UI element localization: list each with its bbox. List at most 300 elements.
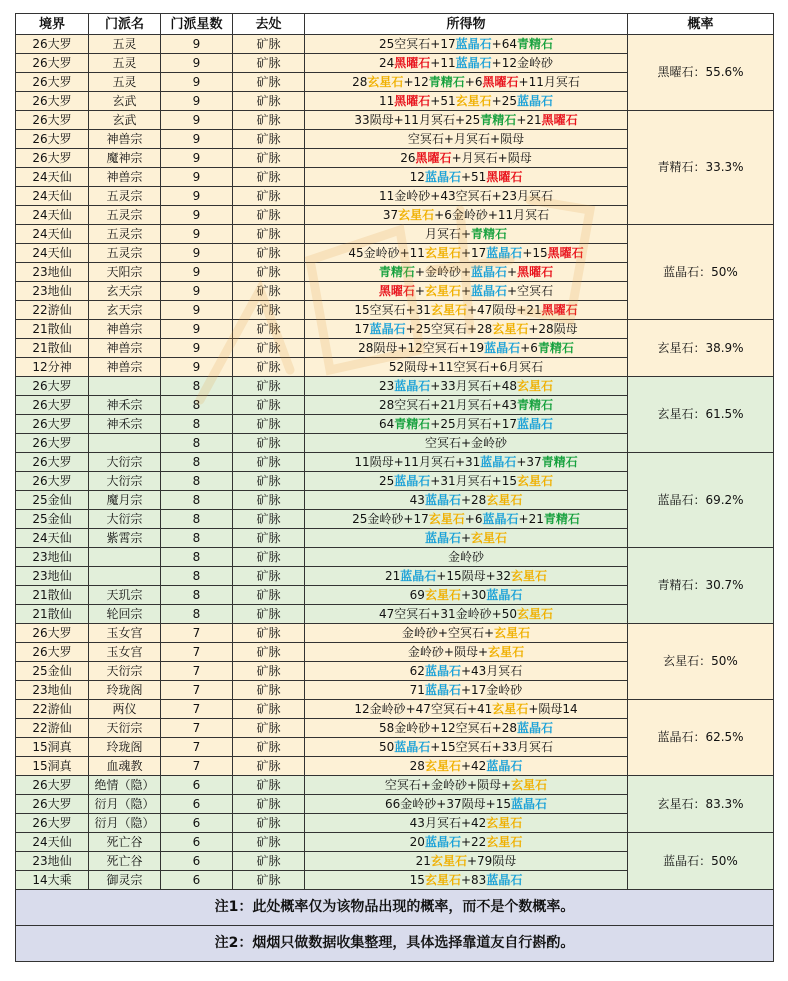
cell-realm: 26大罗 xyxy=(16,472,89,491)
cell-realm: 26大罗 xyxy=(16,814,89,833)
gem-name: 黑曜石 xyxy=(547,245,584,260)
gem-name: 玄星石 xyxy=(471,530,508,545)
gem-name: 蓝晶石 xyxy=(510,796,547,811)
cell-items: 50蓝晶石+15空冥石+33月冥石 xyxy=(305,738,628,757)
gem-name: 蓝晶石 xyxy=(486,587,523,602)
cell-sect: 死亡谷 xyxy=(89,833,161,852)
gem-name: 玄星石 xyxy=(510,568,547,583)
cell-sect: 玄天宗 xyxy=(89,282,161,301)
cell-probability: 青精石：33.3% xyxy=(628,111,774,225)
cell-sect: 神兽宗 xyxy=(89,168,161,187)
cell-stars: 9 xyxy=(161,206,233,225)
cell-items: 黑曜石+玄星石+蓝晶石+空冥石 xyxy=(305,282,628,301)
cell-items: 空冥石+金岭砂+陨母+玄星石 xyxy=(305,776,628,795)
cell-items: 金岭砂+陨母+玄星石 xyxy=(305,643,628,662)
cell-items: 28玄星石+42蓝晶石 xyxy=(305,757,628,776)
cell-sect: 五灵 xyxy=(89,35,161,54)
cell-probability: 蓝晶石：69.2% xyxy=(628,453,774,548)
cell-destination: 矿脉 xyxy=(233,833,305,852)
cell-realm: 23地仙 xyxy=(16,681,89,700)
cell-stars: 8 xyxy=(161,605,233,624)
cell-items: 15空冥石+31玄星石+47陨母+21黑曜石 xyxy=(305,301,628,320)
cell-stars: 8 xyxy=(161,548,233,567)
cell-destination: 矿脉 xyxy=(233,453,305,472)
table-row xyxy=(16,225,774,244)
cell-items: 28玄星石+12青精石+6黑曜石+11月冥石 xyxy=(305,73,628,92)
cell-destination: 矿脉 xyxy=(233,871,305,890)
resource-table xyxy=(15,13,774,962)
cell-stars: 7 xyxy=(161,643,233,662)
cell-probability: 黑曜石：55.6% xyxy=(628,35,774,111)
cell-realm: 22游仙 xyxy=(16,301,89,320)
gem-name: 蓝晶石 xyxy=(424,834,461,849)
cell-stars: 6 xyxy=(161,814,233,833)
cell-destination: 矿脉 xyxy=(233,567,305,586)
gem-name: 青精石 xyxy=(480,112,517,127)
cell-realm: 25金仙 xyxy=(16,491,89,510)
cell-realm: 26大罗 xyxy=(16,377,89,396)
gem-name: 玄星石 xyxy=(430,853,467,868)
note-2: 注2：烟烟只做数据收集整理，具体选择靠道友自行斟酌。 xyxy=(16,926,774,962)
gem-name: 玄星石 xyxy=(486,492,523,507)
cell-items: 25金岭砂+17玄星石+6蓝晶石+21青精石 xyxy=(305,510,628,529)
cell-realm: 26大罗 xyxy=(16,92,89,111)
table-row xyxy=(16,453,774,472)
cell-realm: 26大罗 xyxy=(16,624,89,643)
gem-name: 黑曜石 xyxy=(541,302,578,317)
cell-stars: 9 xyxy=(161,244,233,263)
cell-realm: 12分神 xyxy=(16,358,89,377)
cell-stars: 7 xyxy=(161,757,233,776)
cell-items: 43月冥石+42玄星石 xyxy=(305,814,628,833)
cell-realm: 23地仙 xyxy=(16,263,89,282)
cell-stars: 8 xyxy=(161,434,233,453)
cell-items: 空冥石+金岭砂 xyxy=(305,434,628,453)
cell-destination: 矿脉 xyxy=(233,301,305,320)
cell-sect: 玲珑阁 xyxy=(89,738,161,757)
gem-name: 蓝晶石 xyxy=(516,720,553,735)
gem-name: 青精石 xyxy=(541,454,578,469)
cell-items: 47空冥石+31金岭砂+50玄星石 xyxy=(305,605,628,624)
cell-stars: 9 xyxy=(161,149,233,168)
cell-sect: 大衍宗 xyxy=(89,472,161,491)
gem-name: 玄星石 xyxy=(494,625,531,640)
cell-items: 66金岭砂+37陨母+15蓝晶石 xyxy=(305,795,628,814)
cell-destination: 矿脉 xyxy=(233,206,305,225)
cell-realm: 26大罗 xyxy=(16,149,89,168)
cell-items: 64青精石+25月冥石+17蓝晶石 xyxy=(305,415,628,434)
cell-items: 23蓝晶石+33月冥石+48玄星石 xyxy=(305,377,628,396)
cell-realm: 24天仙 xyxy=(16,225,89,244)
cell-items: 24黑曜石+11蓝晶石+12金岭砂 xyxy=(305,54,628,73)
cell-probability: 玄星石：61.5% xyxy=(628,377,774,453)
cell-destination: 矿脉 xyxy=(233,54,305,73)
cell-destination: 矿脉 xyxy=(233,396,305,415)
cell-stars: 9 xyxy=(161,73,233,92)
gem-name: 玄星石 xyxy=(428,511,465,526)
cell-realm: 24天仙 xyxy=(16,244,89,263)
cell-destination: 矿脉 xyxy=(233,73,305,92)
cell-realm: 23地仙 xyxy=(16,852,89,871)
cell-destination: 矿脉 xyxy=(233,586,305,605)
gem-name: 黑曜石 xyxy=(378,283,415,298)
table-row xyxy=(16,111,774,130)
gem-name: 黑曜石 xyxy=(394,93,431,108)
gem-name: 蓝晶石 xyxy=(471,264,508,279)
cell-stars: 7 xyxy=(161,738,233,757)
cell-probability: 玄星石：50% xyxy=(628,624,774,700)
cell-items: 17蓝晶石+25空冥石+28玄星石+28陨母 xyxy=(305,320,628,339)
note-row-2 xyxy=(16,926,774,962)
gem-name: 青精石 xyxy=(543,511,580,526)
cell-sect: 血魂教 xyxy=(89,757,161,776)
cell-destination: 矿脉 xyxy=(233,548,305,567)
cell-items: 25空冥石+17蓝晶石+64青精石 xyxy=(305,35,628,54)
cell-items: 15玄星石+83蓝晶石 xyxy=(305,871,628,890)
cell-realm: 22游仙 xyxy=(16,719,89,738)
cell-sect: 五灵 xyxy=(89,54,161,73)
cell-sect: 神兽宗 xyxy=(89,358,161,377)
cell-sect: 玄武 xyxy=(89,111,161,130)
cell-destination: 矿脉 xyxy=(233,681,305,700)
gem-name: 玄星石 xyxy=(516,606,553,621)
cell-destination: 矿脉 xyxy=(233,263,305,282)
cell-destination: 矿脉 xyxy=(233,491,305,510)
cell-destination: 矿脉 xyxy=(233,624,305,643)
cell-stars: 9 xyxy=(161,225,233,244)
header-stars: 门派星数 xyxy=(161,14,233,35)
gem-name: 蓝晶石 xyxy=(455,55,492,70)
gem-name: 蓝晶石 xyxy=(394,473,431,488)
cell-realm: 24天仙 xyxy=(16,529,89,548)
cell-sect: 大衍宗 xyxy=(89,453,161,472)
cell-realm: 26大罗 xyxy=(16,795,89,814)
cell-items: 43蓝晶石+28玄星石 xyxy=(305,491,628,510)
cell-sect: 御灵宗 xyxy=(89,871,161,890)
cell-sect: 衍月（隐） xyxy=(89,795,161,814)
cell-realm: 23地仙 xyxy=(16,282,89,301)
header-items: 所得物 xyxy=(305,14,628,35)
gem-name: 青精石 xyxy=(516,36,553,51)
cell-realm: 26大罗 xyxy=(16,73,89,92)
cell-destination: 矿脉 xyxy=(233,282,305,301)
gem-name: 蓝晶石 xyxy=(471,283,508,298)
cell-destination: 矿脉 xyxy=(233,434,305,453)
cell-destination: 矿脉 xyxy=(233,795,305,814)
cell-realm: 26大罗 xyxy=(16,111,89,130)
cell-sect: 神兽宗 xyxy=(89,339,161,358)
cell-stars: 9 xyxy=(161,282,233,301)
cell-stars: 7 xyxy=(161,700,233,719)
cell-items: 28空冥石+21月冥石+43青精石 xyxy=(305,396,628,415)
cell-items: 青精石+金岭砂+蓝晶石+黑曜石 xyxy=(305,263,628,282)
cell-probability: 青精石：30.7% xyxy=(628,548,774,624)
gem-name: 青精石 xyxy=(537,340,574,355)
cell-items: 21玄星石+79陨母 xyxy=(305,852,628,871)
cell-stars: 8 xyxy=(161,567,233,586)
cell-realm: 23地仙 xyxy=(16,567,89,586)
cell-realm: 15洞真 xyxy=(16,757,89,776)
gem-name: 蓝晶石 xyxy=(486,872,523,887)
note-1: 注1：此处概率仅为该物品出现的概率，而不是个数概率。 xyxy=(16,890,774,926)
table-wrapper xyxy=(15,13,773,962)
gem-name: 玄星石 xyxy=(424,872,461,887)
cell-sect: 玄武 xyxy=(89,92,161,111)
cell-items: 69玄星石+30蓝晶石 xyxy=(305,586,628,605)
gem-name: 玄星石 xyxy=(398,207,435,222)
cell-items: 金岭砂 xyxy=(305,548,628,567)
cell-stars: 8 xyxy=(161,586,233,605)
cell-sect: 绝情（隐） xyxy=(89,776,161,795)
gem-name: 玄星石 xyxy=(516,378,553,393)
cell-items: 71蓝晶石+17金岭砂 xyxy=(305,681,628,700)
cell-sect: 神禾宗 xyxy=(89,415,161,434)
cell-destination: 矿脉 xyxy=(233,510,305,529)
cell-realm: 26大罗 xyxy=(16,54,89,73)
cell-sect: 五灵宗 xyxy=(89,187,161,206)
gem-name: 蓝晶石 xyxy=(516,93,553,108)
gem-name: 黑曜石 xyxy=(541,112,578,127)
gem-name: 玄星石 xyxy=(424,283,461,298)
gem-name: 玄星石 xyxy=(424,587,461,602)
cell-items: 11陨母+11月冥石+31蓝晶石+37青精石 xyxy=(305,453,628,472)
gem-name: 蓝晶石 xyxy=(424,663,461,678)
cell-realm: 14大乘 xyxy=(16,871,89,890)
cell-realm: 25金仙 xyxy=(16,662,89,681)
cell-stars: 8 xyxy=(161,510,233,529)
table-row xyxy=(16,320,774,339)
header-row xyxy=(16,14,774,35)
cell-stars: 8 xyxy=(161,415,233,434)
cell-sect: 衍月（隐） xyxy=(89,814,161,833)
cell-sect xyxy=(89,548,161,567)
cell-stars: 7 xyxy=(161,624,233,643)
cell-sect xyxy=(89,434,161,453)
cell-destination: 矿脉 xyxy=(233,187,305,206)
table-row xyxy=(16,377,774,396)
gem-name: 蓝晶石 xyxy=(394,739,431,754)
cell-sect: 神禾宗 xyxy=(89,396,161,415)
cell-realm: 24天仙 xyxy=(16,833,89,852)
cell-items: 蓝晶石+玄星石 xyxy=(305,529,628,548)
cell-destination: 矿脉 xyxy=(233,776,305,795)
cell-stars: 9 xyxy=(161,187,233,206)
cell-stars: 9 xyxy=(161,130,233,149)
cell-items: 空冥石+月冥石+陨母 xyxy=(305,130,628,149)
gem-name: 蓝晶石 xyxy=(484,340,521,355)
gem-name: 玄星石 xyxy=(516,473,553,488)
cell-sect: 魔神宗 xyxy=(89,149,161,168)
cell-sect: 玄天宗 xyxy=(89,301,161,320)
gem-name: 玄星石 xyxy=(424,245,461,260)
cell-probability: 玄星石：38.9% xyxy=(628,320,774,377)
cell-sect: 轮回宗 xyxy=(89,605,161,624)
cell-stars: 9 xyxy=(161,35,233,54)
cell-items: 21蓝晶石+15陨母+32玄星石 xyxy=(305,567,628,586)
cell-realm: 15洞真 xyxy=(16,738,89,757)
cell-realm: 26大罗 xyxy=(16,453,89,472)
cell-realm: 21散仙 xyxy=(16,586,89,605)
cell-realm: 21散仙 xyxy=(16,320,89,339)
gem-name: 蓝晶石 xyxy=(480,454,517,469)
gem-name: 青精石 xyxy=(516,397,553,412)
cell-stars: 6 xyxy=(161,852,233,871)
cell-destination: 矿脉 xyxy=(233,852,305,871)
cell-realm: 26大罗 xyxy=(16,415,89,434)
cell-destination: 矿脉 xyxy=(233,472,305,491)
cell-sect: 玉女宫 xyxy=(89,624,161,643)
cell-destination: 矿脉 xyxy=(233,605,305,624)
cell-realm: 22游仙 xyxy=(16,700,89,719)
cell-items: 20蓝晶石+22玄星石 xyxy=(305,833,628,852)
table-row xyxy=(16,548,774,567)
cell-items: 52陨母+11空冥石+6月冥石 xyxy=(305,358,628,377)
cell-destination: 矿脉 xyxy=(233,415,305,434)
cell-stars: 8 xyxy=(161,491,233,510)
cell-destination: 矿脉 xyxy=(233,92,305,111)
gem-name: 蓝晶石 xyxy=(486,758,523,773)
cell-realm: 26大罗 xyxy=(16,396,89,415)
cell-destination: 矿脉 xyxy=(233,35,305,54)
cell-sect: 两仪 xyxy=(89,700,161,719)
cell-probability: 玄星石：83.3% xyxy=(628,776,774,833)
cell-items: 金岭砂+空冥石+玄星石 xyxy=(305,624,628,643)
gem-name: 黑曜石 xyxy=(394,55,431,70)
cell-items: 58金岭砂+12空冥石+28蓝晶石 xyxy=(305,719,628,738)
cell-probability: 蓝晶石：50% xyxy=(628,833,774,890)
cell-items: 12金岭砂+47空冥石+41玄星石+陨母14 xyxy=(305,700,628,719)
cell-destination: 矿脉 xyxy=(233,339,305,358)
cell-sect: 玲珑阁 xyxy=(89,681,161,700)
cell-stars: 6 xyxy=(161,776,233,795)
cell-realm: 21散仙 xyxy=(16,339,89,358)
header-sect: 门派名 xyxy=(89,14,161,35)
cell-realm: 21散仙 xyxy=(16,605,89,624)
cell-sect: 神兽宗 xyxy=(89,130,161,149)
gem-name: 黑曜石 xyxy=(482,74,519,89)
cell-stars: 8 xyxy=(161,529,233,548)
cell-items: 月冥石+青精石 xyxy=(305,225,628,244)
cell-items: 25蓝晶石+31月冥石+15玄星石 xyxy=(305,472,628,491)
gem-name: 黑曜石 xyxy=(486,169,523,184)
gem-name: 蓝晶石 xyxy=(424,492,461,507)
cell-realm: 26大罗 xyxy=(16,434,89,453)
cell-sect: 魔月宗 xyxy=(89,491,161,510)
cell-items: 45金岭砂+11玄星石+17蓝晶石+15黑曜石 xyxy=(305,244,628,263)
gem-name: 蓝晶石 xyxy=(455,36,492,51)
cell-realm: 26大罗 xyxy=(16,35,89,54)
cell-probability: 蓝晶石：62.5% xyxy=(628,700,774,776)
gem-name: 玄星石 xyxy=(486,834,523,849)
gem-name: 玄星石 xyxy=(492,701,529,716)
cell-sect: 五灵宗 xyxy=(89,206,161,225)
cell-stars: 7 xyxy=(161,719,233,738)
cell-stars: 6 xyxy=(161,795,233,814)
cell-sect: 天衍宗 xyxy=(89,719,161,738)
cell-stars: 9 xyxy=(161,54,233,73)
cell-destination: 矿脉 xyxy=(233,719,305,738)
cell-destination: 矿脉 xyxy=(233,168,305,187)
cell-realm: 24天仙 xyxy=(16,187,89,206)
note-row-1 xyxy=(16,890,774,926)
cell-stars: 9 xyxy=(161,339,233,358)
gem-name: 蓝晶石 xyxy=(516,416,553,431)
cell-sect: 五灵 xyxy=(89,73,161,92)
cell-stars: 8 xyxy=(161,453,233,472)
cell-destination: 矿脉 xyxy=(233,529,305,548)
cell-items: 28陨母+12空冥石+19蓝晶石+6青精石 xyxy=(305,339,628,358)
gem-name: 黑曜石 xyxy=(517,264,554,279)
cell-probability: 蓝晶石：50% xyxy=(628,225,774,320)
cell-stars: 9 xyxy=(161,111,233,130)
gem-name: 玄星石 xyxy=(488,644,525,659)
table-body xyxy=(16,35,774,890)
cell-realm: 23地仙 xyxy=(16,548,89,567)
cell-sect xyxy=(89,377,161,396)
gem-name: 蓝晶石 xyxy=(424,682,461,697)
gem-name: 玄星石 xyxy=(455,93,492,108)
table-row xyxy=(16,776,774,795)
cell-stars: 8 xyxy=(161,377,233,396)
gem-name: 蓝晶石 xyxy=(424,169,461,184)
gem-name: 青精石 xyxy=(471,226,508,241)
gem-name: 蓝晶石 xyxy=(394,378,431,393)
cell-stars: 9 xyxy=(161,263,233,282)
cell-stars: 8 xyxy=(161,396,233,415)
gem-name: 蓝晶石 xyxy=(400,568,437,583)
table-row xyxy=(16,833,774,852)
cell-destination: 矿脉 xyxy=(233,738,305,757)
cell-sect xyxy=(89,567,161,586)
gem-name: 蓝晶石 xyxy=(424,530,461,545)
cell-stars: 9 xyxy=(161,301,233,320)
cell-sect: 天玑宗 xyxy=(89,586,161,605)
cell-items: 26黑曜石+月冥石+陨母 xyxy=(305,149,628,168)
gem-name: 玄星石 xyxy=(492,321,529,336)
cell-sect: 五灵宗 xyxy=(89,244,161,263)
cell-destination: 矿脉 xyxy=(233,814,305,833)
cell-destination: 矿脉 xyxy=(233,320,305,339)
cell-destination: 矿脉 xyxy=(233,149,305,168)
cell-destination: 矿脉 xyxy=(233,643,305,662)
cell-realm: 26大罗 xyxy=(16,776,89,795)
cell-sect: 五灵宗 xyxy=(89,225,161,244)
cell-sect: 大衍宗 xyxy=(89,510,161,529)
cell-destination: 矿脉 xyxy=(233,225,305,244)
cell-items: 11黑曜石+51玄星石+25蓝晶石 xyxy=(305,92,628,111)
cell-stars: 8 xyxy=(161,472,233,491)
cell-items: 62蓝晶石+43月冥石 xyxy=(305,662,628,681)
cell-stars: 9 xyxy=(161,358,233,377)
cell-stars: 9 xyxy=(161,92,233,111)
gem-name: 黑曜石 xyxy=(415,150,452,165)
cell-destination: 矿脉 xyxy=(233,111,305,130)
cell-destination: 矿脉 xyxy=(233,377,305,396)
cell-destination: 矿脉 xyxy=(233,130,305,149)
gem-name: 玄星石 xyxy=(511,777,548,792)
cell-sect: 神兽宗 xyxy=(89,320,161,339)
cell-sect: 天阳宗 xyxy=(89,263,161,282)
cell-realm: 24天仙 xyxy=(16,206,89,225)
header-destination: 去处 xyxy=(233,14,305,35)
gem-name: 蓝晶石 xyxy=(486,245,523,260)
header-realm: 境界 xyxy=(16,14,89,35)
gem-name: 青精石 xyxy=(428,74,465,89)
cell-stars: 9 xyxy=(161,168,233,187)
table-row xyxy=(16,700,774,719)
cell-realm: 25金仙 xyxy=(16,510,89,529)
gem-name: 青精石 xyxy=(394,416,431,431)
